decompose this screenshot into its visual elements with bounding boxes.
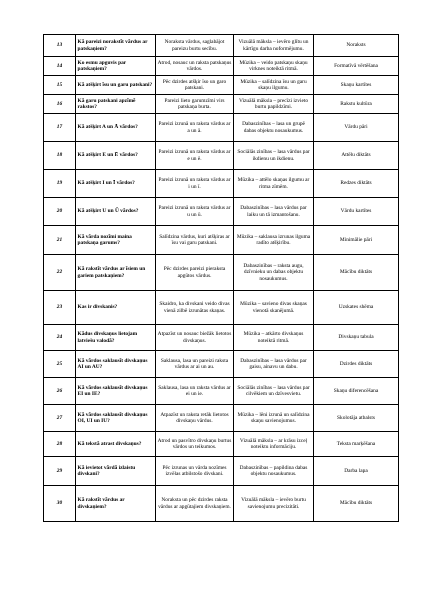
row-goal-cell: Skaidro, ka divskani veido divas vienā zilbē izrunātas skaņas.: [156, 291, 234, 325]
table-row: [44, 457, 399, 486]
row-link-cell: Vizuālā māksla – ar krāsu izceļ noteiktu informāciju.: [234, 432, 314, 457]
row-link-cell: Dabaszinības – lasa vārdus par laiku un tā izmantošanu.: [234, 198, 314, 226]
table-row: [44, 198, 399, 226]
row-topic-cell: Kā rakstīt vārdus ar īsiem un gariem patskaņiem?: [76, 255, 156, 291]
row-topic-cell: Kā garu patskani apzīmē rakstos?: [76, 95, 156, 114]
row-num-cell: 22: [44, 255, 76, 291]
row-method-cell: Minimālie pāri: [314, 226, 399, 255]
row-goal-cell: Pēc dzirdes atšķir īso un garo patskani.: [156, 76, 234, 95]
row-link-cell: Mūzika – salīdzina īsu un garu skaņu ilgumu.: [234, 76, 314, 95]
row-link-cell: Dabaszinības – lasa un grupē dabas objektu nosaukumus.: [234, 114, 314, 142]
row-link-cell: Vizuālā māksla – precīzi izvieto burtu papildzīmi.: [234, 95, 314, 114]
row-num-cell: 28: [44, 432, 76, 457]
row-num-cell: 30: [44, 486, 76, 522]
row-link-cell: Mūzika – attēlo skaņas ilgumu ar ritma zīmēm.: [234, 170, 314, 198]
row-topic-cell: Kā vārdos saklausīt divskaņus OI, UI un IU?: [76, 405, 156, 432]
row-method-cell: Vārdu pāri: [314, 114, 399, 142]
table-row: [44, 35, 399, 57]
row-method-cell: Uzskates shēma: [314, 291, 399, 325]
row-link-cell: Mūzika – atkārto divskaņus noteiktā ritmā.: [234, 325, 314, 351]
row-goal-cell: Pēc izrunas un vārda nozīmes izvēlas atbilstošo divskani.: [156, 457, 234, 486]
row-goal-cell: Atpazīst un nosauc biežāk lietotos divskaņus.: [156, 325, 234, 351]
row-method-cell: Darba lapa: [314, 457, 399, 486]
row-method-cell: Skaņu diferencēšana: [314, 378, 399, 405]
row-topic-cell: Kā atšķirt I un Ī vārdos?: [76, 170, 156, 198]
row-num-cell: 26: [44, 378, 76, 405]
row-topic-cell: Kā atšķirt īsu un garu patskani?: [76, 76, 156, 95]
row-goal-cell: Noraksta vārdus, saglabājot pareizu burtu secību.: [156, 35, 234, 57]
row-topic-cell: Kas ir divskanis?: [76, 291, 156, 325]
table-row: [44, 95, 399, 114]
row-link-cell: Mūzika – veido patskaņu skaņu virknes noteiktā ritmā.: [234, 57, 314, 76]
row-num-cell: 14: [44, 57, 76, 76]
table-row: [44, 170, 399, 198]
row-method-cell: Divskaņu tabula: [314, 325, 399, 351]
row-goal-cell: Salīdzina vārdus, kuri atšķiras ar īsu vai garu patskani.: [156, 226, 234, 255]
row-link-cell: Sociālās zinības – lasa vārdus par ikdienu un ikdienu.: [234, 142, 314, 170]
row-method-cell: Skaņu kartītes: [314, 76, 399, 95]
table-row: [44, 405, 399, 432]
row-goal-cell: Pareizi izrunā un raksta vārdus ar e un ē.: [156, 142, 234, 170]
table-row: [44, 226, 399, 255]
row-topic-cell: Kādus divskaņus lietojam latviešu valodā?: [76, 325, 156, 351]
row-topic-cell: Kā vārdos saklausīt divskaņus AI un AU?: [76, 351, 156, 378]
row-method-cell: Teksta marķēšana: [314, 432, 399, 457]
row-num-cell: 13: [44, 35, 76, 57]
row-topic-cell: Kā atšķirt A un Ā vārdos?: [76, 114, 156, 142]
row-num-cell: 15: [44, 76, 76, 95]
table-row: [44, 325, 399, 351]
row-method-cell: Formatīvā vērtēšana: [314, 57, 399, 76]
row-link-cell: Dabaszinības – lasa vārdus par gaisu, ainavu un dabu.: [234, 351, 314, 378]
row-link-cell: Sociālās zinības – lasa vārdus par cilvēkiem un dzīvesvietu.: [234, 378, 314, 405]
row-goal-cell: Atpazīst un raksta retāk lietotos divskaņu vārdus.: [156, 405, 234, 432]
row-num-cell: 21: [44, 226, 76, 255]
row-goal-cell: Saklausa, lasa un pareizi raksta vārdus ar ai un au.: [156, 351, 234, 378]
row-num-cell: 23: [44, 291, 76, 325]
row-method-cell: Redzes diktāts: [314, 170, 399, 198]
table-row: [44, 76, 399, 95]
row-topic-cell: Kā pareizi norakstīt vārdus ar patskaņiem?: [76, 35, 156, 57]
row-goal-cell: Pareizi lieto garumzīmi virs patskaņa burta.: [156, 95, 234, 114]
row-num-cell: 18: [44, 142, 76, 170]
row-link-cell: Dabaszinības – raksta augu, dzīvnieku un dabas objektu nosaukumus.: [234, 255, 314, 291]
row-method-cell: Skolotāja atbalsts: [314, 405, 399, 432]
row-num-cell: 16: [44, 95, 76, 114]
row-goal-cell: Noraksta un pēc dzirdes raksta vārdus ar apgūtajiem divskaņiem.: [156, 486, 234, 522]
row-method-cell: Dzirdes diktāts: [314, 351, 399, 378]
row-goal-cell: Pareizi izrunā un raksta vārdus ar a un ā.: [156, 114, 234, 142]
table-row: [44, 114, 399, 142]
row-goal-cell: Atrod un pasvītro divskaņu burtus vārdos un teikumos.: [156, 432, 234, 457]
row-num-cell: 20: [44, 198, 76, 226]
lesson-plan-table: [43, 34, 399, 522]
table-row: [44, 351, 399, 378]
row-topic-cell: Kā vārdos saklausīt divskaņus EI un IE?: [76, 378, 156, 405]
row-link-cell: Mūzika – savieno divas skaņas vienotā skanējumā.: [234, 291, 314, 325]
row-topic-cell: Kā vārda nozīmi maina patskaņa garums?: [76, 226, 156, 255]
row-method-cell: Mācību diktāts: [314, 255, 399, 291]
row-link-cell: Vizuālā māksla – ievēro glītu un kārtīgu darba noformējumu.: [234, 35, 314, 57]
row-topic-cell: Kā ievietot vārdā izlaistu divskani?: [76, 457, 156, 486]
row-topic-cell: Kā tekstā atrast divskaņus?: [76, 432, 156, 457]
row-topic-cell: Kā atšķirt E un Ē vārdos?: [76, 142, 156, 170]
table-body: [44, 35, 399, 522]
row-method-cell: Noraksts: [314, 35, 399, 57]
row-goal-cell: Pareizi izrunā un raksta vārdus ar u un ū.: [156, 198, 234, 226]
row-method-cell: Rakstu kultūra: [314, 95, 399, 114]
row-link-cell: Mūzika – lēni izrunā un salīdzina skaņu savienojumus.: [234, 405, 314, 432]
table-row: [44, 142, 399, 170]
row-method-cell: Vārdu kartītes: [314, 198, 399, 226]
row-num-cell: 17: [44, 114, 76, 142]
row-link-cell: Mūzika – saklausa izrunas ilguma radīto atšķirību.: [234, 226, 314, 255]
row-num-cell: 19: [44, 170, 76, 198]
table-row: [44, 291, 399, 325]
row-link-cell: Vizuālā māksla – ievēro burtu savienojumu precizitāti.: [234, 486, 314, 522]
row-goal-cell: Pēc dzirdes pareizi pieraksta apgūtos vārdus.: [156, 255, 234, 291]
row-topic-cell: Ko esmu apguvis par patskaņiem?: [76, 57, 156, 76]
table-row: [44, 486, 399, 522]
row-num-cell: 25: [44, 351, 76, 378]
row-topic-cell: Kā atšķirt U un Ū vārdos?: [76, 198, 156, 226]
row-goal-cell: Atrod, nosauc un raksta patskaņus vārdos.: [156, 57, 234, 76]
table-row: [44, 57, 399, 76]
row-goal-cell: Pareizi izrunā un raksta vārdus ar i un ī.: [156, 170, 234, 198]
row-num-cell: 27: [44, 405, 76, 432]
row-link-cell: Dabaszinības – papildina dabas objektu nosaukumus.: [234, 457, 314, 486]
table-row: [44, 378, 399, 405]
table-row: [44, 255, 399, 291]
row-method-cell: Attēlu diktāts: [314, 142, 399, 170]
row-topic-cell: Kā rakstīt vārdus ar divskaņiem?: [76, 486, 156, 522]
table-row: [44, 432, 399, 457]
row-method-cell: Mācību diktāts: [314, 486, 399, 522]
row-goal-cell: Saklausa, lasa un raksta vārdus ar ei un ie.: [156, 378, 234, 405]
row-num-cell: 24: [44, 325, 76, 351]
row-num-cell: 29: [44, 457, 76, 486]
